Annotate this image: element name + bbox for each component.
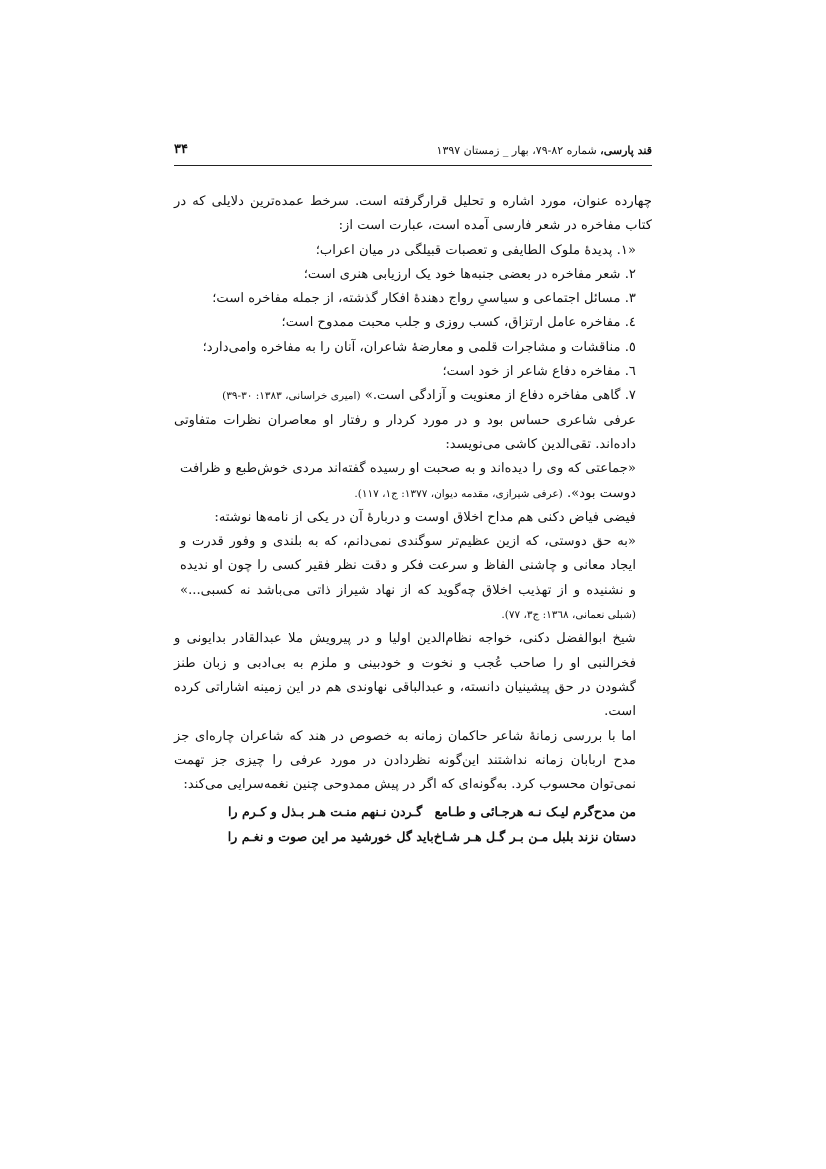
hemistich-second: گـردن نـنهم منـت هـر بـذل و کـرم را xyxy=(228,804,423,820)
quote-kashi xyxy=(174,457,652,506)
document-page xyxy=(174,140,652,845)
list-item-5: ٥. مناقشات و مشاجرات قلمی و معارضۀ شاعران، آنان را به مفاخره وامی‌دارد؛ xyxy=(202,339,636,355)
paragraph-critics: شیخ ابوالفضل دکنی، خواجه نظام‌الدین اولیا و در پیرویش ملا عبدالقادر بدایونی و فخرالنبی او را صاحب عُجب و نخوت و خودبینی و ملزم به بی‌ادبی و زبان طنز گشودن در حق پیشینیان دانسته، و عبدالباقی نهاوندی هم در این زمینه اشاراتی کرده است. xyxy=(174,631,636,720)
paragraph-orfi: عرفی شاعری حساس بود و در مورد کردار و رفتار او معاصران نظرات متفاوتی داده‌اند. تقی‌الدین کاشی می‌نویسد: xyxy=(174,412,636,452)
quote-kashi-text: «جماعتی که وی را دیده‌اند و به صحبت او رسیده گفته‌اند مردی خوش‌طبع و ظرافت دوست بود». xyxy=(180,461,636,501)
header-rule xyxy=(174,165,652,166)
page-body xyxy=(174,190,652,849)
hemistich-first: من مدح‌گرم لیـک نـه هرجـائی و طـامع xyxy=(434,804,636,820)
running-header xyxy=(174,140,652,162)
list-item-6: ٦. مفاخره دفاع شاعر از خود است؛ xyxy=(442,364,636,380)
poem xyxy=(174,799,652,849)
intro-paragraph: چهارده عنوان، مورد اشاره و تحلیل قرارگرفته است. سرخط عمده‌ترین دلایلی که در کتاب مفاخره در شعر فارسی آمده است، عبارت است از: xyxy=(174,194,652,234)
hemistich-first: دستان نزند بلبل مـن بـر گـل هـر شـاخ xyxy=(433,829,636,845)
citation: (عرفی شیرازی، مقدمه دیوان، ۱۳۷۷: ج۱، ۱۱۷). xyxy=(354,487,563,500)
journal-title xyxy=(437,144,652,157)
hemistich-second: باید گل خورشید مر این صوت و نغـم را xyxy=(227,829,434,845)
journal-name: قند پارسی، xyxy=(600,144,652,157)
paragraph-analysis: اما با بررسی زمانۀ شاعر حاکمان زمانه به خصوص در هند که شاعران چاره‌ای جز مدح اربابان زمانه نداشتند این‌گونه نظردادن در مورد عرفی را چیزی جز تهمت نمی‌توان محسوب کرد. به‌گونه‌ای که اگر در پیش ممدوحی چنین نغمه‌سرایی می‌کند: xyxy=(174,728,636,793)
paragraph-feyzi: فیضی فیاض دکنی هم مداح اخلاق اوست و دربارۀ آن در یکی از نامه‌ها نوشته: xyxy=(214,509,636,525)
list-item-2: ۲. شعر مفاخره در بعضی جنبه‌ها خود یک ارزیابی هنری است؛ xyxy=(303,266,636,282)
citation: (شبلی نعمانی، ۱۳٦۸: ج۳، ۷۷). xyxy=(501,609,636,622)
list-item-7 xyxy=(174,384,652,408)
issue-info: شماره ۸۲-۷۹، بهار _ زمستان ۱۳۹۷ xyxy=(436,144,597,157)
list-item-3: ۳. مسائل اجتماعی و سیاسیِ رواج دهندۀ افکار گذشته، از جمله مفاخره است؛ xyxy=(212,291,636,307)
list-item-1: «۱. پدیدۀ ملوک الطایفی و تعصبات قبیلگی در میان اعراب؛ xyxy=(315,242,636,258)
quote-feyzi-text: «به حق دوستی، که ازین عظیم‌تر سوگندی نمی‌دانم، که به بلندی و وفور قدرت و ایجاد معانی و چاشنی الفاظ و سرعت فکر و دقت نظر فقیر کسی را چون او ندیده و نشنیده و از تهذیب اخلاق چه‌گوید که از نهاد شیراز ذاتی می‌باشد نه کسبی...» xyxy=(180,534,636,598)
poem-verse xyxy=(174,824,652,849)
page-number: ۳۴ xyxy=(174,142,188,157)
list-item-4: ٤. مفاخره عامل ارتزاق، کسب روزی و جلب محبت ممدوح است؛ xyxy=(281,315,636,331)
citation: (امیری خراسانی، ۱۳۸۳: ۳۰-۳۹) xyxy=(222,390,361,403)
list-item-7-text: ۷. گاهی مفاخره دفاع از معنویت و آزادگی است.» xyxy=(364,388,636,404)
poem-verse xyxy=(174,799,652,824)
quote-feyzi xyxy=(174,530,652,627)
